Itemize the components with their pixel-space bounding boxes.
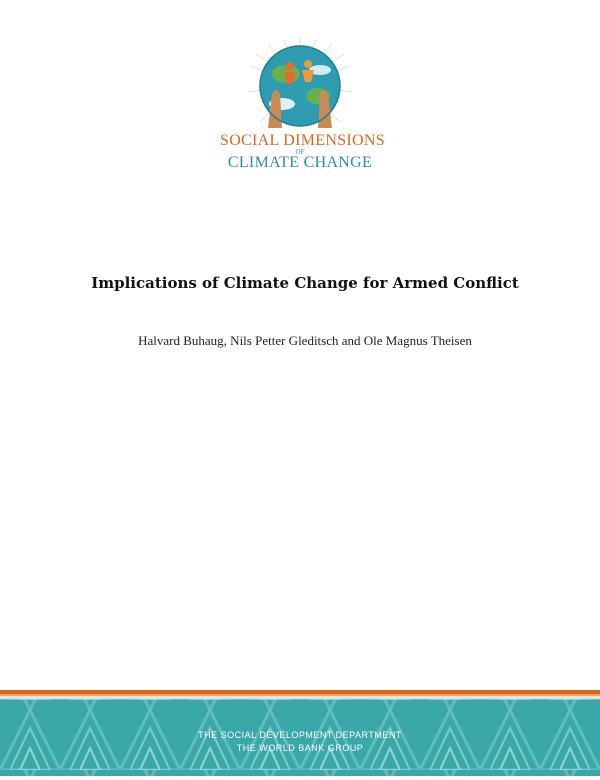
footer-department: THE SOCIAL DEVELOPMENT DEPARTMENT xyxy=(198,730,402,740)
logo-line-climate-change: CLIMATE CHANGE xyxy=(227,154,373,171)
social-dimensions-logo xyxy=(220,36,385,186)
document-title: Implications of Climate Change for Armed Conflict xyxy=(91,274,519,292)
globe-hands-icon xyxy=(220,36,380,136)
logo-line-social-dimensions: SOCIAL DIMENSIONS xyxy=(220,132,385,149)
footer-organization: THE WORLD BANK GROUP xyxy=(236,743,364,753)
logo-line-of: OF xyxy=(295,148,305,156)
document-authors: Halvard Buhaug, Nils Petter Gleditsch and Ole Magnus Theisen xyxy=(138,333,472,348)
